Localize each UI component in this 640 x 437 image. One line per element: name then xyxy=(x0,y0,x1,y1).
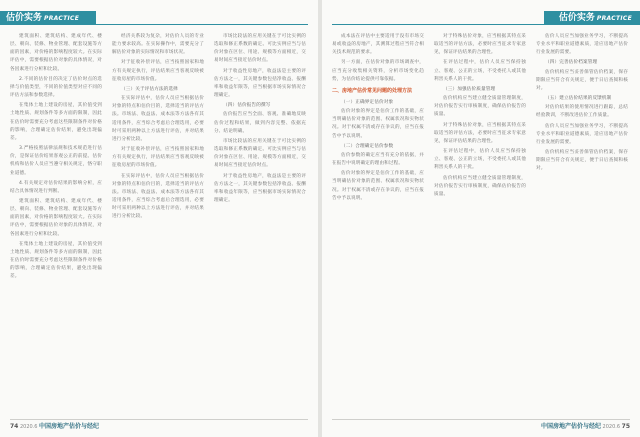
subheading: （三）关于评估方法的选择 xyxy=(121,86,178,92)
subheading: （二）合理确定估价参数 xyxy=(341,143,394,149)
paragraph: 3.严格按照法律法规和技术规范进行估价，是保证估价结果客观公正的前提。估价机构和估价人员应当遵守相关规定，恪守职业道德。 xyxy=(10,146,102,176)
paragraph: 估价人员应当加强业务学习，不断提高专业水平和职业道德素质，适应房地产估价行业发展的需要。 xyxy=(536,34,628,56)
footer xyxy=(541,421,630,433)
right-page xyxy=(322,0,640,437)
paragraph: 市场比较法的应用关键在于可比实例的选取和修正系数的确定。可比实例应当与估价对象在区位、用途、规模等方面相近，交易时间应当接近估价时点。 xyxy=(214,34,306,64)
paragraph: 对于征收补偿评估，应当按照国家和地方有关规定执行，评估结果应当客观反映被征收房屋的市场价值。 xyxy=(112,60,204,82)
paragraph: 成本法在评估中主要适用于没有市场交易或收益的房地产，其测算过程应当符合相关技术规范的要求。 xyxy=(332,34,424,56)
paragraph: 对于特殊估价对象，应当根据其特点采取适当的评估方法，必要时应当征求专家意见，保证评估结果的合理性。 xyxy=(434,122,526,144)
paragraph: 估价人员应当加强业务学习，不断提高专业水平和职业道德素质，适应房地产估价行业发展的需要。 xyxy=(536,123,628,145)
section-title-cn: 估价实务 xyxy=(558,13,595,23)
section-header xyxy=(559,11,632,25)
magazine-logo: 中国房地产估价与经纪 xyxy=(39,423,100,430)
paragraph: 2.不同的估价目的决定了估价时点的选择与价值类型，不同的价值类型对应不同的评估方法和参数选择。 xyxy=(10,76,102,99)
section-title-en: PRACTICE xyxy=(596,15,632,22)
text-column xyxy=(434,33,526,415)
paragraph: 另一方面，在估价对象的市场调查中，应当充分收集相关资料，分析市场变化趋势，为估价结论提供可靠依据。 xyxy=(332,60,424,82)
issue-date: 2020.6 xyxy=(602,424,621,430)
subheading: （四）估价报告的撰写 xyxy=(223,103,271,109)
magazine-logo: 中国房地产估价与经纪 xyxy=(540,423,601,430)
paragraph: 在集体土地上建设的房屋，其价值受到土地性质、规划条件等多方面的限制，因此在估价时需要充分考虑这些限制条件对价格的影响，合理确定估价结果，避免出现偏差。 xyxy=(10,103,102,141)
subheading: （一）正确界定估价对象 xyxy=(341,99,394,105)
paragraph: 对估价结果的使用情况进行跟踪，总结经验教训，不断改进估价工作质量。 xyxy=(536,105,628,119)
paragraph: 估价机构应当妥善保管估价档案，保存期限应当符合有关规定，便于日后查阅和核对。 xyxy=(536,69,628,91)
paragraph: 估价报告应当全面、客观、准确地反映估价过程和结果，做到内容完整、依据充分、结论明确。 xyxy=(214,112,306,134)
paragraph: 对于特殊估价对象，应当根据其特点采取适当的评估方法，必要时应当征求专家意见，保证评估结果的合理性。 xyxy=(434,34,526,56)
paragraph: 估价机构应当妥善保管估价档案，保存期限应当符合有关规定，便于日后查阅和核对。 xyxy=(536,150,628,172)
subheading: （三）加强估价质量管理 xyxy=(443,86,496,92)
section-title-en: PRACTICE xyxy=(44,15,80,22)
paragraph: 对于收益性房地产，收益法是主要的评估方法之一，其关键参数包括净收益、报酬率和收益年限等，应当根据市场实际情况合理确定。 xyxy=(214,68,306,99)
text-column xyxy=(214,33,306,415)
text-column xyxy=(112,33,204,415)
header-rule xyxy=(96,24,308,25)
paragraph: 在实际评估中，估价人员应当根据估价对象的特点和估价目的，选择适当的评估方法。市场法、收益法、成本法等方法各有其适用条件，应当综合考虑后合理选用，必要时可采用两种以上方法进行评估，并对结果进行分析比较。 xyxy=(112,173,204,220)
paragraph: 对于收益性房地产，收益法是主要的评估方法之一，其关键参数包括净收益、报酬率和收益年限等，应当根据市场实际情况合理确定。 xyxy=(214,173,306,203)
text-column xyxy=(10,33,102,415)
left-page xyxy=(0,0,318,437)
text-column xyxy=(536,33,628,415)
paragraph: 估价机构应当建立健全质量管理制度，对估价报告实行审核制度，确保估价报告的质量。 xyxy=(434,96,526,118)
subheading: （五）建立估价结果的反馈机制 xyxy=(545,96,612,102)
paragraph: 市场比较法的应用关键在于可比实例的选取和修正系数的确定。可比实例应当与估价对象在区位、用途、规模等方面相近，交易时间应当接近估价时点。 xyxy=(214,138,306,169)
section-heading: 二、房地产估价常见问题的处理方法 xyxy=(332,87,413,94)
paragraph: 估价机构应当建立健全质量管理制度，对估价报告实行审核制度，确保估价报告的质量。 xyxy=(434,175,526,197)
paragraph: 估价参数的确定应当有充分的依据，并在报告中说明确定的理由和过程。 xyxy=(332,152,424,167)
section-header xyxy=(6,11,79,25)
paragraph: 4.有关规定对估价结果的影响分析，应结合具体情况进行判断。 xyxy=(10,180,102,194)
header-rule xyxy=(332,24,544,25)
section-title-cn: 估价实务 xyxy=(6,13,43,23)
paragraph: 在实际评估中，估价人员应当根据估价对象的特点和估价目的，选择适当的评估方法。市场法、收益法、成本法等方法各有其适用条件，应当综合考虑后合理选用，必要时可采用两种以上方法进行评估，并对结果进行分析比较。 xyxy=(112,96,204,142)
footer-rule xyxy=(332,419,630,420)
footer xyxy=(10,421,99,433)
paragraph: 在评估过程中，估价人员应当保持独立、客观、公正的立场，不受委托人或其他利害关系人的干扰。 xyxy=(434,60,526,82)
text-column xyxy=(332,33,424,415)
issue-date: 2020.6 xyxy=(19,424,38,430)
subheading: （四）完善估价档案管理 xyxy=(545,60,598,66)
paragraph: 在集体土地上建设的房屋，其价值受到土地性质、规划条件等多方面的限制，因此在估价时需要充分考虑这些限制条件对价格的影响，合理确定估价结果，避免出现偏差。 xyxy=(10,241,102,280)
paragraph: 估价对象的界定是估价工作的基础，应当明确估价对象的范围、权属状况和实物状况。对于权属不清或存在争议的，应当在报告中予以说明。 xyxy=(332,109,424,139)
footer-rule xyxy=(10,419,308,420)
page-number: 75 xyxy=(621,423,630,430)
page-number: 74 xyxy=(10,423,19,430)
paragraph: 建筑面积、建筑结构、建成年代、楼层、朝向、装修、物业管理、配套设施等方面的因素，对价格的影响程度较大。在实际评估中，需要根据估价对象的具体情况，对各因素进行分析和比较。 xyxy=(10,34,102,72)
paragraph: 经济关系较为复杂，对估价人员的专业能力要求较高。在实际操作中，需要充分了解估价对象的实际情况和市场状况。 xyxy=(112,34,204,56)
paragraph: 对于征收补偿评估，应当按照国家和地方有关规定执行，评估结果应当客观反映被征收房屋的市场价值。 xyxy=(112,147,204,169)
paragraph: 建筑面积、建筑结构、建成年代、楼层、朝向、装修、物业管理、配套设施等方面的因素，对价格的影响程度较大。在实际评估中，需要根据估价对象的具体情况，对各因素进行分析和比较。 xyxy=(10,198,102,237)
paragraph: 估价对象的界定是估价工作的基础，应当明确估价对象的范围、权属状况和实物状况。对于权属不清或存在争议的，应当在报告中予以说明。 xyxy=(332,171,424,201)
paragraph: 在评估过程中，估价人员应当保持独立、客观、公正的立场，不受委托人或其他利害关系人的干扰。 xyxy=(434,149,526,171)
